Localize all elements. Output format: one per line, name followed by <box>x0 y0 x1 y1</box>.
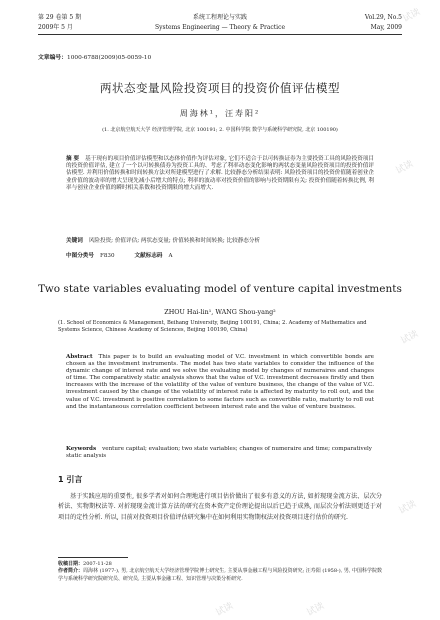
abstract-cn <box>66 156 374 192</box>
author-bio-text: 周海林 (1977-), 男, 北京航空航天大学经济管理学院博士研究生, 主要从事金融工程与风险投资研究; 汪寿阳 (1958-), 男, 中国科学院数学与系统科学研究院研究员、研究员, 主要从事金融工程、知识管理与决策分析研究. <box>58 568 382 582</box>
clc-value: F830 <box>99 253 115 259</box>
keywords-cn-label: 关键词 <box>66 238 83 244</box>
received-date: 2007-11-28 <box>83 561 112 567</box>
keywords-cn <box>66 238 374 245</box>
affiliation-cn: (1. 北京航空航天大学 经济管理学院, 北京 100191; 2. 中国科学院 数学与系统科学研究院, 北京 100190) <box>102 127 338 133</box>
article-number-label: 文章编号： <box>38 55 67 61</box>
keywords-en-text: venture capital; evaluation; two state variables; changes of numeraire and time; comparatively static analysis <box>66 446 372 460</box>
authors-cn: 周海林¹，汪寿阳² <box>179 109 261 118</box>
author-bio-line <box>58 568 382 583</box>
article-number <box>38 52 151 61</box>
authors-en: ZHOU Hai-lin¹, WANG Shou-yang² <box>164 308 276 316</box>
affiliation-en: (1. School of Economics & Management, Beihang University, Beijing 100191, China; 2. Academy of Mathematics and Systems Science, Chinese Academy of Sciences, Beijing 100190, China) <box>58 320 367 333</box>
watermark-stamp: 试读 <box>399 329 421 347</box>
article-number-value: 1000-6788(2009)05-0059-10 <box>67 55 152 61</box>
abstract-en-text: This paper is to build an evaluating model of V.C. investment in which convertible bonds are chosen as the investment instruments. The model has two state variables to consider the influence of the dynamic change of interest rate and we solve the evaluating model by changes of numeraires and changes of time. The comparatively static analysis shows that the value of V.C. investment decreases firstly and then increases with the increase of the volatility of the value of venture business, the change of the value of V.C. investment caused by the change of the volatility of interest rate is affected by maturity to roll out, and the value of V.C. investment is positive correlation to some factors such as convertible ratio, maturity to roll out and the instantaneous correlation coefficient between interest rate and the value of venture business. <box>66 354 374 410</box>
title-cn: 两状态变量风险投资项目的投资价值评估模型 <box>100 81 340 95</box>
section-heading-introduction: 1 引言 <box>58 475 83 484</box>
journal-volume: 第 29 卷第 5 期 <box>38 14 82 21</box>
journal-date-cn: 2009年 5 月 <box>38 24 73 31</box>
footnote-rule <box>58 557 128 558</box>
watermark-stamp: 试读 <box>401 7 423 25</box>
author-bio-label: 作者简介： <box>58 568 84 575</box>
keywords-en-label: Keywords <box>66 446 97 452</box>
watermark-stamp: 试读 <box>214 601 236 619</box>
footnote <box>58 561 382 583</box>
journal-date-en: May, 2009 <box>370 24 402 31</box>
abstract-en-label: Abstract <box>66 354 93 360</box>
watermark-stamp: 试读 <box>305 601 327 619</box>
doc-code-value: A <box>168 253 173 259</box>
header-rule <box>38 34 402 35</box>
clc-label: 中图分类号 <box>66 253 94 259</box>
journal-volume-en: Vol.29, No.5 <box>364 14 402 21</box>
watermark-stamp: 试读 <box>394 159 416 177</box>
abstract-cn-text: 基于现有的项目价值评估模型和以态体价值作为评估对象, 它们不适合于以可转换证券为主要投资工具的风险投资项目的投资价值评估, 建立了一个以可转换债券为投资工具的、考虑了利率动态变化影响的两状态变量风险投资项目的投资价值评估模型. 并利用价值转换和时间转换方法对所建模型进行了求解. 比较静态分析结果表明: 风险投资项目的投资价值随着创业企业价值的波动率的增大呈现先减小后增大的特点; 利率的波动率对投资价值的影响与投资期限有关; 投资价值随着转换比例, 利率与创业企业价值的瞬时相关系数和投资期限的增大而增大. <box>66 156 374 191</box>
introduction-paragraph: 基于实践应用的重要性, 很多学者对如何合理地进行项目估价做出了很多有意义的方法, 如折现现金流方法、层次分析法、实物期权法等. 对折现现金流计算方法的研究在资本资产定价理论提出以后已趋于成熟, 而层次分析法则更适于对项目的定性分析. 所以, 目前对投资项目价值评估研究集中在如何利用实物期权法对投资项目进行估价的研究. <box>58 493 382 521</box>
abstract-en <box>66 354 374 411</box>
journal-name-cn: 系统工程理论与实践 <box>192 14 247 21</box>
abstract-cn-label: 摘 要 <box>66 156 80 162</box>
watermark-stamp: 试读 <box>397 499 419 517</box>
title-en: Two state variables evaluating model of venture capital investments <box>38 283 402 295</box>
keywords-cn-text: 风险投资; 价值评估; 两状态变量; 价值转换和时间转换; 比较静态分析 <box>88 238 261 244</box>
doc-code-label: 文献标志码 <box>134 253 163 259</box>
journal-name-en: Systems Engineering — Theory & Practice <box>154 24 286 31</box>
received-label: 收稿日期： <box>58 561 84 567</box>
keywords-en <box>66 446 374 460</box>
classification-line <box>66 251 374 259</box>
